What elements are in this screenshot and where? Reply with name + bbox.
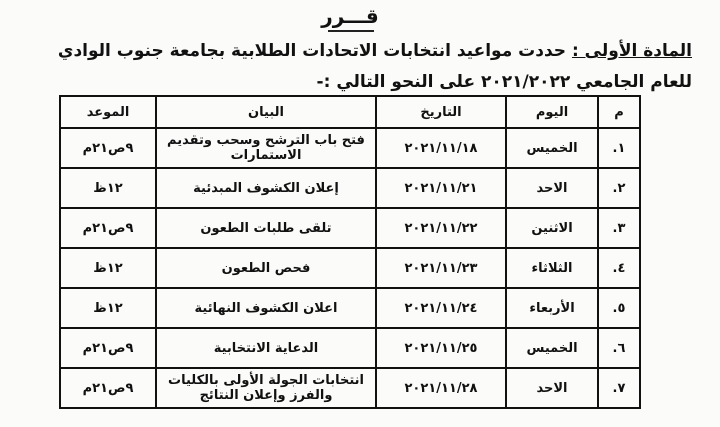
table-row: [60, 168, 640, 208]
row-date: ٢٠٢١/١١/٢٣: [376, 248, 506, 288]
title-underline: [328, 30, 374, 32]
article-text: حددت مواعيد انتخابات الاتحادات الطلابية بجامعة جنوب الوادي للعام الجامعي ٢٠٢١/٢٠٢٢ على النحو التالي :-: [57, 41, 692, 92]
table-row: [60, 288, 640, 328]
row-description: إعلان الكشوف المبدئية: [156, 168, 376, 208]
row-time: ٩ص٢١م: [60, 328, 156, 368]
row-day: الاثنين: [506, 208, 598, 248]
row-day: الثلاثاء: [506, 248, 598, 288]
row-number: ٦.: [598, 328, 640, 368]
row-day: الاحد: [506, 368, 598, 408]
row-day: الخميس: [506, 128, 598, 168]
table-header-row: [60, 96, 640, 128]
header-time: الموعد: [60, 96, 156, 128]
row-time: ٩ص٢١م: [60, 208, 156, 248]
decision-paragraph: [32, 36, 692, 98]
row-time: ١٢ظ: [60, 168, 156, 208]
row-number: ١.: [598, 128, 640, 168]
table-row: [60, 208, 640, 248]
row-description: انتخابات الجولة الأولى بالكليات والفرز وإعلان النتائج: [156, 368, 376, 408]
row-description: تلقى طلبات الطعون: [156, 208, 376, 248]
row-number: ٧.: [598, 368, 640, 408]
article-label: المادة الأولى :: [571, 41, 692, 61]
row-description: فحص الطعون: [156, 248, 376, 288]
table-row: [60, 248, 640, 288]
header-description: البيان: [156, 96, 376, 128]
row-description: الدعاية الانتخابية: [156, 328, 376, 368]
table-row: [60, 128, 640, 168]
table-row: [60, 368, 640, 408]
elections-schedule-table: [59, 95, 641, 409]
document-title: قـــرر: [321, 4, 379, 28]
row-number: ٥.: [598, 288, 640, 328]
row-date: ٢٠٢١/١١/٢٥: [376, 328, 506, 368]
row-date: ٢٠٢١/١١/٢٤: [376, 288, 506, 328]
header-date: التاريخ: [376, 96, 506, 128]
row-date: ٢٠٢١/١١/٢٨: [376, 368, 506, 408]
row-time: ٩ص٢١م: [60, 128, 156, 168]
row-description: فتح باب الترشح وسحب وتقديم الاستمارات: [156, 128, 376, 168]
row-number: ٣.: [598, 208, 640, 248]
header-day: اليوم: [506, 96, 598, 128]
row-date: ٢٠٢١/١١/١٨: [376, 128, 506, 168]
table-row: [60, 328, 640, 368]
row-time: ١٢ظ: [60, 288, 156, 328]
row-time: ٩ص٢١م: [60, 368, 156, 408]
row-day: الخميس: [506, 328, 598, 368]
header-number: م: [598, 96, 640, 128]
row-time: ١٢ظ: [60, 248, 156, 288]
row-number: ٤.: [598, 248, 640, 288]
row-description: اعلان الكشوف النهائية: [156, 288, 376, 328]
row-number: ٢.: [598, 168, 640, 208]
row-date: ٢٠٢١/١١/٢٢: [376, 208, 506, 248]
row-day: الأربعاء: [506, 288, 598, 328]
row-day: الاحد: [506, 168, 598, 208]
row-date: ٢٠٢١/١١/٢١: [376, 168, 506, 208]
